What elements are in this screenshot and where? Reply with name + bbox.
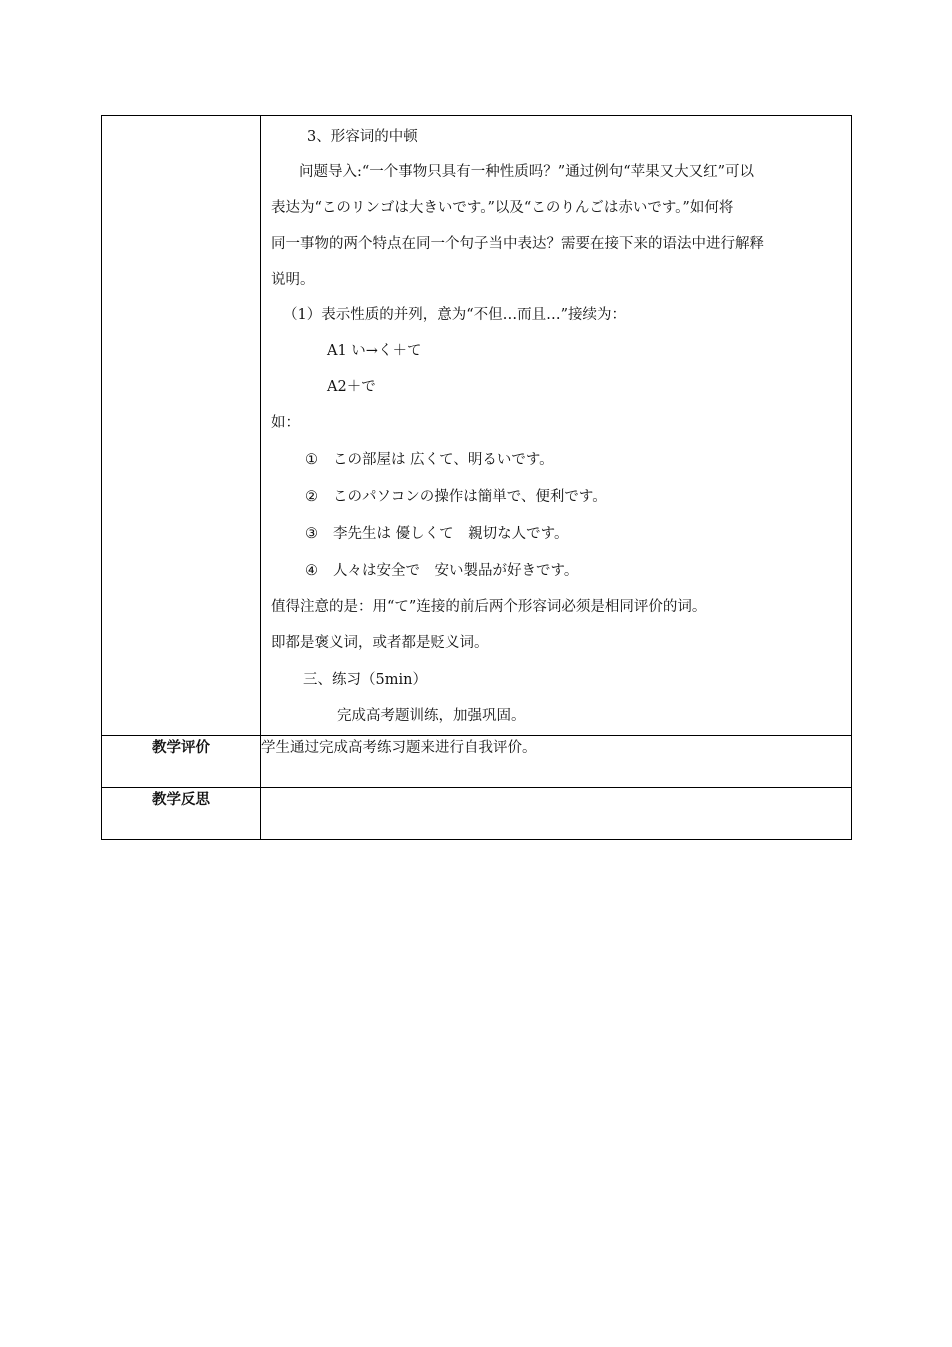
table-row-content xyxy=(102,116,852,736)
formula-2: A2＋で xyxy=(327,379,376,395)
example-number: ③ xyxy=(305,526,318,542)
example-number: ② xyxy=(305,489,318,505)
evaluation-label: 教学评价 xyxy=(102,736,261,788)
example-text: このパソコンの操作は簡単で、便利です。 xyxy=(333,489,607,505)
reflection-label: 教学反思 xyxy=(102,788,261,840)
example-text: 人々は安全で 安い製品が好きです。 xyxy=(333,563,579,579)
rule-title: （1）表示性质的并列，意为“不但…而且…”接续为： xyxy=(283,307,627,323)
example-item xyxy=(271,562,843,580)
reflection-text xyxy=(261,788,852,840)
examples-label: 如： xyxy=(271,415,300,431)
formula-1: A1 い→く＋て xyxy=(327,343,422,359)
content-cell xyxy=(261,116,852,736)
practice-task: 完成高考题训练，加强巩固。 xyxy=(337,708,526,724)
intro-line-2: 表达为“このリンゴは大きいです。”以及“このりんごは赤いです。”如何将 xyxy=(271,200,734,216)
empty-label-cell xyxy=(102,116,261,736)
section-title: 3、形容词的中顿 xyxy=(307,129,418,145)
note-line-2: 即都是褒义词，或者都是贬义词。 xyxy=(271,635,489,651)
evaluation-text: 学生通过完成高考练习题来进行自我评价。 xyxy=(261,736,852,788)
example-number: ① xyxy=(305,452,318,468)
note-line-1: 值得注意的是：用“て”连接的前后两个形容词必须是相同评价的词。 xyxy=(271,599,707,615)
example-number: ④ xyxy=(305,563,318,579)
example-item xyxy=(271,488,843,506)
lesson-plan-table xyxy=(101,115,852,840)
example-item xyxy=(271,525,843,543)
intro-line-4: 说明。 xyxy=(271,272,315,288)
table-row-reflection xyxy=(102,788,852,840)
example-item xyxy=(271,451,843,469)
intro-line-3: 同一事物的两个特点在同一个句子当中表达？需要在接下来的语法中进行解释 xyxy=(271,236,764,252)
practice-heading: 三、练习（5min） xyxy=(303,672,427,688)
example-text: この部屋は 広くて、明るいです。 xyxy=(333,452,554,468)
table-row-evaluation xyxy=(102,736,852,788)
example-text: 李先生は 優しくて 親切な人です。 xyxy=(333,526,569,542)
intro-line-1: 问题导入:“一个事物只具有一种性质吗？”通过例句“苹果又大又红”可以 xyxy=(299,164,755,180)
